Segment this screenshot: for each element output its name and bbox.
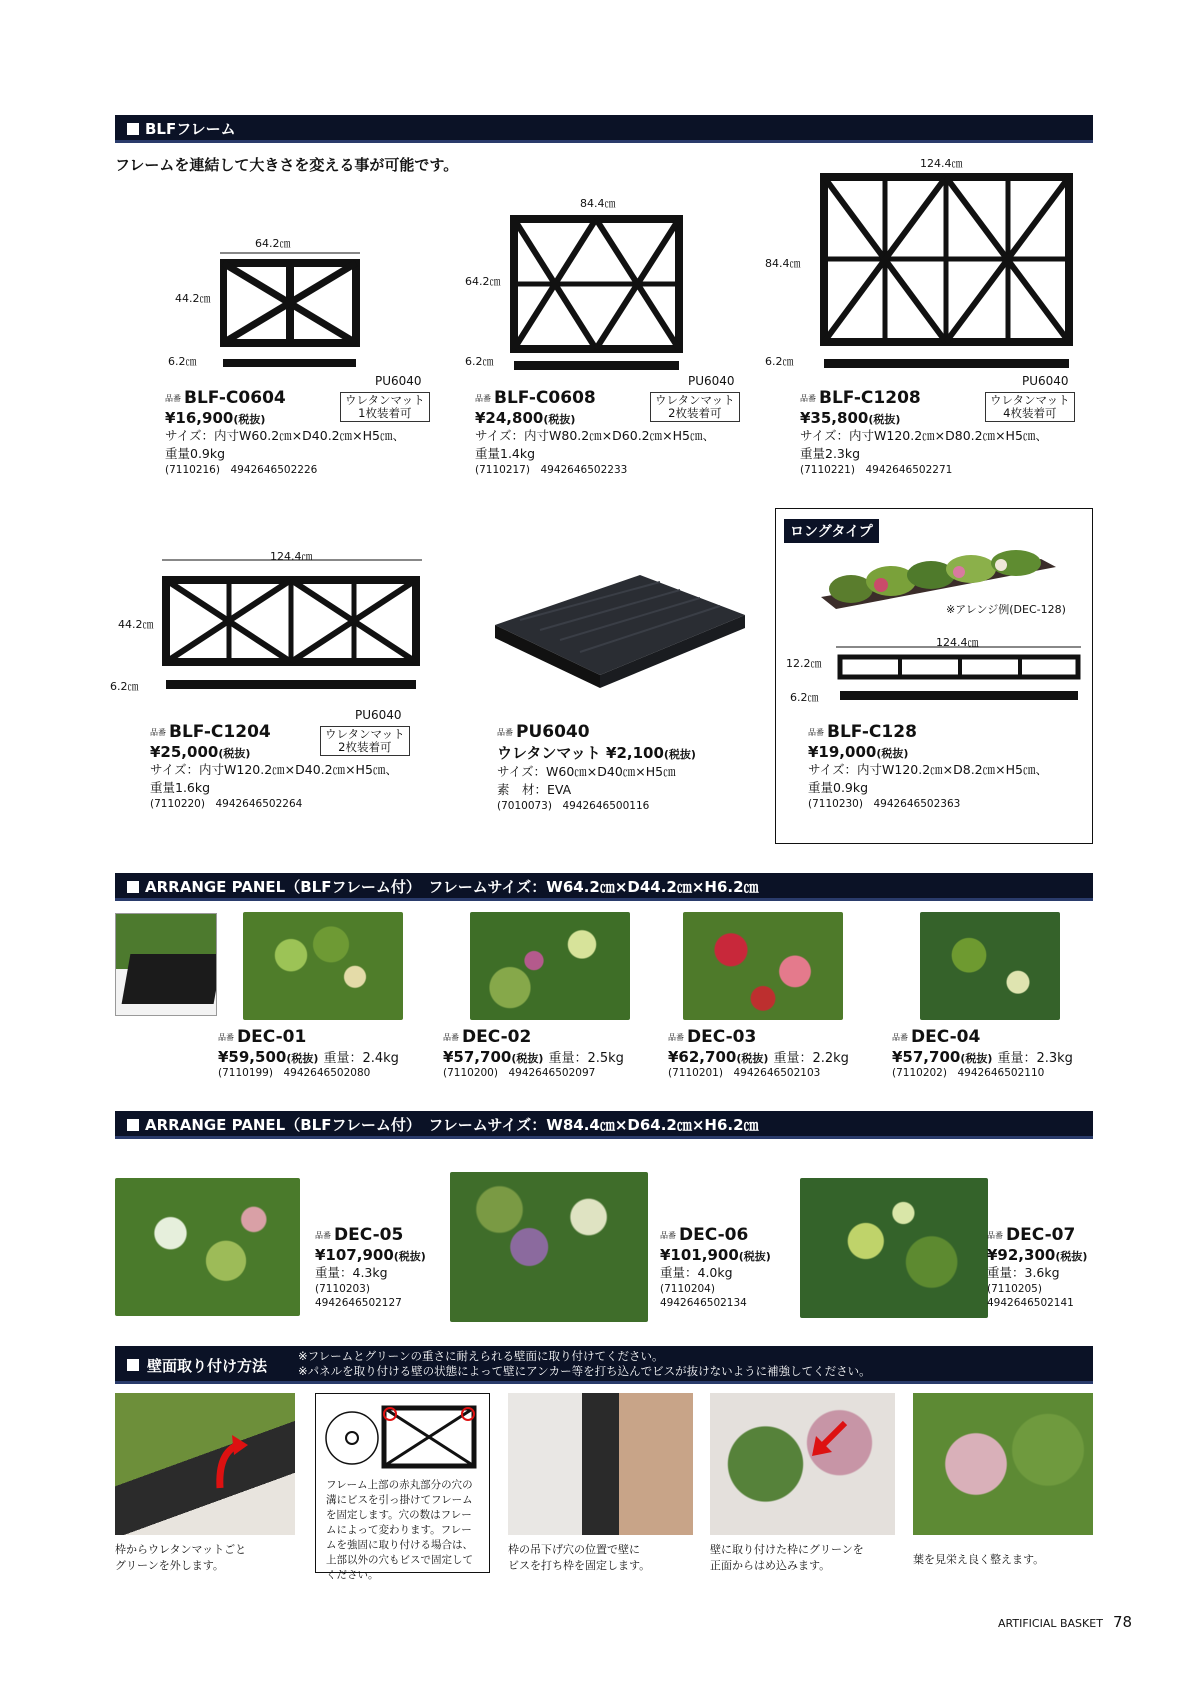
frame-c0608-svg (510, 209, 685, 374)
dec-05-image (115, 1178, 300, 1316)
footer-brand: ARTIFICIAL BASKET (998, 1617, 1103, 1630)
frame-c128-svg (836, 639, 1086, 709)
step2-diagram-box (315, 1393, 490, 1581)
section-header-wall-mount: 壁面取り付け方法 ※フレームとグリーンの重さに耐えられる壁面に取り付けてください。 ※パネルを取り付ける壁の状態によって壁にアンカー等を打ち込んでビスが抜けないように補強してください。 (115, 1346, 1093, 1384)
product-name: BLF-C128 (827, 722, 917, 742)
dec-06-image (450, 1172, 648, 1322)
dec-05-info: 品番 DEC-05 ¥107,900(税抜) 重量：4.3kg (7110203) 4942646502127 (315, 1225, 426, 1309)
product-name: PU6040 (516, 722, 590, 742)
step4-caption: 壁に取り付けた枠にグリーンを 正面からはめ込みます。 (710, 1543, 864, 1572)
frame-c0604-svg (220, 251, 360, 371)
product-name: BLF-C1204 (169, 722, 271, 742)
longtype-label: ロングタイプ (784, 519, 879, 543)
frame-diagram-c1208: 124.4㎝ 84.4㎝ 6.2㎝ (765, 155, 1095, 375)
frame-diagram-c0604: 64.2㎝ 44.2㎝ 6.2㎝ (160, 235, 400, 375)
dec-07-image (800, 1178, 988, 1318)
urethane-badge: ウレタンマット 4枚装着可 (985, 392, 1075, 422)
section-intro: フレームを連結して大きさを変える事が可能です。 (115, 156, 459, 174)
step5-caption: 葉を見栄え良く整えます。 (913, 1553, 1045, 1566)
product-c0604: PU6040 ウレタンマット 1枚装着可 品番 BLF-C0604 ¥16,900(税抜) サイズ：内寸W60.2㎝×D40.2㎝×H5㎝、 重量0.9kg (7110216) 4942646502226 (165, 378, 435, 477)
urethane-badge: ウレタンマット 2枚装着可 (650, 392, 740, 422)
dec-06-info: 品番 DEC-06 ¥101,900(税抜) 重量：4.0kg (7110204) 4942646502134 (660, 1225, 771, 1309)
dec-02-info: 品番 DEC-02 ¥57,700(税抜) 重量：2.5kg (7110200) 4942646502097 (443, 1027, 624, 1079)
frame-diagram-c0608: 84.4㎝ 64.2㎝ 6.2㎝ (465, 195, 715, 375)
frame-mount-diagram (324, 1400, 484, 1470)
section-header-blf: BLFフレーム (115, 115, 1093, 143)
red-arrow-icon (810, 1418, 850, 1458)
frame-c1208-svg (820, 167, 1075, 377)
panel-detail-photo (115, 913, 217, 1016)
product-c0608: PU6040 ウレタンマット 2枚装着可 品番 BLF-C0608 ¥24,800(税抜) サイズ：内寸W80.2㎝×D60.2㎝×H5㎝、 重量1.4kg (7110217) 4942646502233 (475, 378, 755, 477)
red-arrow-icon (210, 1433, 250, 1493)
frame-diagram-c1204: 124.4㎝ 44.2㎝ 6.2㎝ (110, 548, 430, 698)
urethane-badge: ウレタンマット 2枚装着可 (320, 726, 410, 756)
step2-caption: フレーム上部の赤丸部分の穴の溝にビスを引っ掛けてフレームを固定します。穴の数はフレームによって変わります。フレームを強固に取り付ける場合は、上部以外の穴もビスで固定してください。 (326, 1479, 473, 1581)
section-header-arrange-large: ARRANGE PANEL（BLFフレーム付） フレームサイズ：W84.4㎝×D64.2㎝×H6.2㎝ (115, 1111, 1093, 1139)
step1-photo (115, 1393, 295, 1535)
step5-photo (913, 1393, 1093, 1535)
product-name: BLF-C0604 (184, 388, 286, 408)
dec-01-image (243, 912, 403, 1020)
dec-04-image (920, 912, 1060, 1020)
dec-02-image (470, 912, 630, 1020)
dec-03-info: 品番 DEC-03 ¥62,700(税抜) 重量：2.2kg (7110201) 4942646502103 (668, 1027, 849, 1079)
product-pu6040: 品番 PU6040 ウレタンマット ¥2,100(税抜) サイズ：W60㎝×D40㎝×H5㎝ 素 材：EVA (7010073) 4942646500116 (497, 722, 696, 812)
step3-photo (508, 1393, 693, 1535)
step4-photo (710, 1393, 895, 1535)
page-number: 78 (1113, 1613, 1133, 1631)
product-name: BLF-C0608 (494, 388, 596, 408)
product-name: BLF-C1208 (819, 388, 921, 408)
frame-c1204-svg (162, 558, 422, 693)
step3-caption: 枠の吊下げ穴の位置で壁に ビスを打ち枠を固定します。 (508, 1543, 651, 1572)
dec-01-info: 品番 DEC-01 ¥59,500(税抜) 重量：2.4kg (7110199) 4942646502080 (218, 1027, 399, 1079)
product-c1208: PU6040 ウレタンマット 4枚装着可 品番 BLF-C1208 ¥35,800(税抜) サイズ：内寸W120.2㎝×D80.2㎝×H5㎝、 重量2.3kg (7110221) 4942646502271 (800, 378, 1095, 477)
product-c128: 品番 BLF-C128 ¥19,000(税抜) サイズ：内寸W120.2㎝×D8.2㎝×H5㎝、 重量0.9kg (7110230) 4942646502363 (808, 722, 1048, 810)
longtype-box: ロングタイプ ※アレンジ例(DEC-128) 124.4㎝ 12.2㎝ 6.2㎝ (775, 508, 1093, 844)
urethane-mat-image (490, 570, 750, 690)
dec-04-info: 品番 DEC-04 ¥57,700(税抜) 重量：2.3kg (7110202) 4942646502110 (892, 1027, 1073, 1079)
product-c1204: PU6040 ウレタンマット 2枚装着可 品番 BLF-C1204 ¥25,000(税抜) サイズ：内寸W120.2㎝×D40.2㎝×H5㎝、 重量1.6kg (7110220) 4942646502264 (150, 712, 440, 811)
section-header-arrange-small: ARRANGE PANEL（BLFフレーム付） フレームサイズ：W64.2㎝×D44.2㎝×H6.2㎝ (115, 873, 1093, 901)
step1-caption: 枠からウレタンマットごと グリーンを外します。 (115, 1543, 247, 1572)
dec-07-info: 品番 DEC-07 ¥92,300(税抜) 重量：3.6kg (7110205) 4942646502141 (987, 1225, 1088, 1309)
dec-03-image (683, 912, 843, 1020)
urethane-badge: ウレタンマット 1枚装着可 (340, 392, 430, 422)
